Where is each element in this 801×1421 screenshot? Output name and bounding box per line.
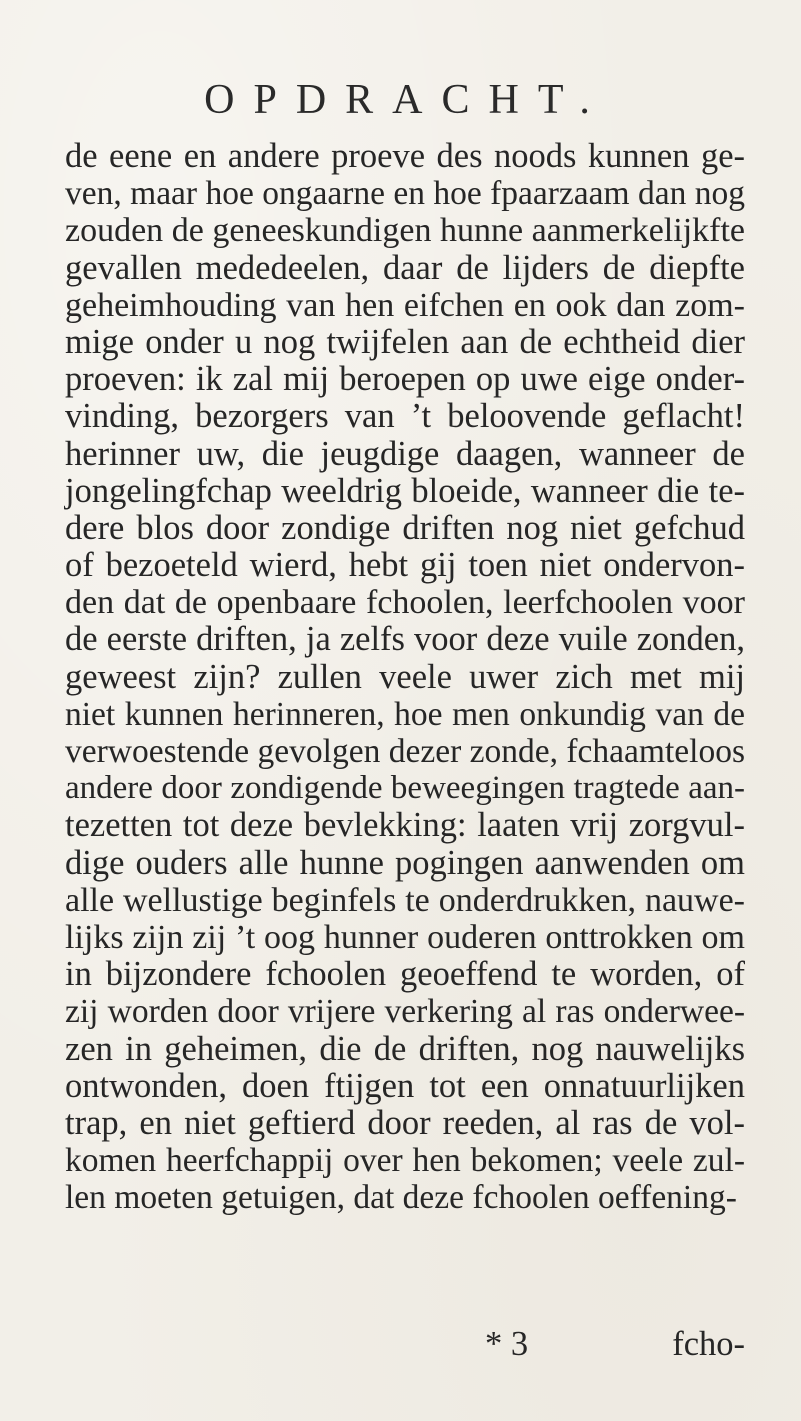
text-line: de eene en andere proeve des noods kunnen ge- xyxy=(65,137,745,175)
catchword: fcho- xyxy=(672,1325,745,1363)
text-line: gevallen mededeelen, daar de lijders de diepfte xyxy=(65,248,745,287)
text-line: zouden de geneeskundigen hunne aanmerkelijkfte xyxy=(65,212,745,250)
page-footer xyxy=(65,1325,745,1365)
text-line: dere blos door zondige driften nog niet gefchud xyxy=(65,508,745,547)
text-line: of bezoeteld wierd, hebt gij toen niet ondervon- xyxy=(65,546,745,585)
text-line: trap, en niet geftierd door reeden, al ras de vol- xyxy=(65,1103,745,1142)
text-line: lijks zijn zij ’t oog hunner ouderen onttrokken om xyxy=(65,918,745,956)
text-line: niet kunnen herinneren, hoe men onkundig van de xyxy=(65,695,745,733)
text-line: zen in geheimen, die de driften, nog nauwelijks xyxy=(65,1029,745,1068)
signature-mark: * 3 xyxy=(485,1325,529,1363)
text-line: ven, maar hoe ongaarne en hoe fpaarzaam dan nog xyxy=(65,175,745,213)
text-line: zij worden door vrijere verkering al ras onderwee- xyxy=(65,993,745,1031)
text-line: len moeten getuigen, dat deze fchoolen oeffening- xyxy=(65,1179,737,1217)
text-line: tezetten tot deze bevlekking: laaten vrij zorgvul- xyxy=(65,806,745,845)
text-line: vinding, bezorgers van ’t beloovende geflacht! xyxy=(65,397,745,436)
text-line: dige ouders alle hunne pogingen aanwenden om xyxy=(65,843,745,882)
body-text xyxy=(65,138,745,1216)
text-line: den dat de openbaare fchoolen, leerfchoolen voor xyxy=(65,584,745,622)
text-line: mige onder u nog twijfelen aan de echtheid dier xyxy=(65,322,745,361)
running-title: OPDRACHT. xyxy=(204,77,609,123)
text-line: in bijzondere fchoolen geoeffend te worden, of xyxy=(65,955,745,994)
text-line: alle wellustige beginfels te onderdrukken, nauwe- xyxy=(65,881,745,919)
text-line: geweest zijn? zullen veele uwer zich met mij xyxy=(65,657,745,696)
text-line: verwoestende gevolgen dezer zonde, fchaamteloos xyxy=(65,733,745,770)
text-line: jongelingfchap weeldrig bloeide, wanneer die te- xyxy=(65,471,745,510)
text-line: andere door zondigende beweegingen tragtede aan- xyxy=(65,770,745,807)
text-line: komen heerfchappij over hen bekomen; veele zul- xyxy=(65,1142,745,1180)
text-line: ontwonden, doen ftijgen tot een onnatuurlijken xyxy=(65,1066,745,1105)
text-line: proeven: ik zal mij beroepen op uwe eige onder- xyxy=(65,360,745,399)
text-line: de eerste driften, ja zelfs voor deze vuile zonden, xyxy=(65,620,745,659)
text-line: herinner uw, die jeugdige daagen, wanneer de xyxy=(65,434,745,473)
text-line: geheimhouding van hen eifchen en ook dan zom- xyxy=(65,286,745,324)
